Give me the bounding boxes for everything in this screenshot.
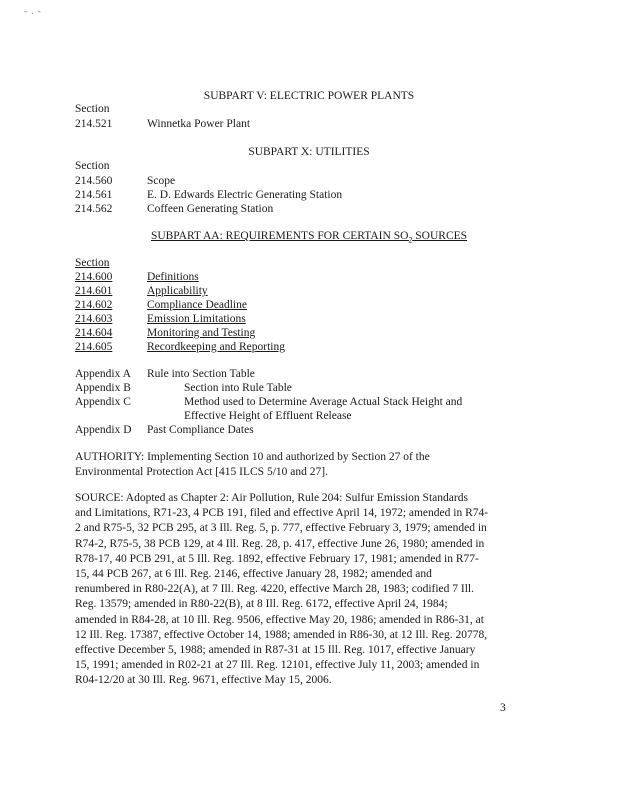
source-line: and Limitations, R71-23, 4 PCB 191, filed and effective April 14, 1972; amended in R74- — [75, 507, 489, 520]
section-title: Emission Limitations — [147, 313, 246, 325]
section-number: 214.562 — [75, 203, 113, 215]
subpart-v-section-label: Section — [75, 103, 110, 115]
section-number: 214.601 — [75, 285, 113, 297]
section-number: 214.604 — [75, 327, 113, 339]
subpart-aa-heading-text: SUBPART AA: REQUIREMENTS FOR CERTAIN SO — [150, 230, 409, 242]
section-title: Definitions — [147, 271, 199, 283]
subpart-aa-heading-subscript: 2 — [408, 235, 413, 245]
appendix-title: Method used to Determine Average Actual Stack Height and — [184, 396, 463, 408]
scan-corner-mark: - . - — [24, 6, 42, 16]
source-line: effective December 5, 1988; amended in R87-31 at 15 Ill. Reg. 1017, effective January — [75, 644, 476, 657]
section-number: 214.605 — [75, 341, 113, 353]
section-title: Winnetka Power Plant — [147, 118, 251, 130]
section-title: Applicability — [147, 285, 208, 297]
source-line: R74-2, R75-5, 38 PCB 129, at 4 Ill. Reg. 28, p. 417, effective June 26, 1980; amended in — [75, 537, 485, 550]
section-title: Coffeen Generating Station — [147, 203, 274, 215]
source-line: 15, 44 PCB 267, at 6 Ill. Reg. 2146, effective January 28, 1982; amended and — [75, 568, 432, 581]
subpart-x-heading: SUBPART X: UTILITIES — [248, 146, 370, 158]
section-title: Scope — [147, 175, 176, 187]
section-title: Monitoring and Testing — [147, 327, 256, 339]
source-line: renumbered in R80-22(A), at 7 Ill. Reg. 4220, effective March 28, 1983; codified 7 Ill. — [75, 583, 474, 596]
subpart-v-heading: SUBPART V: ELECTRIC POWER PLANTS — [203, 90, 415, 102]
source-line: SOURCE: Adopted as Chapter 2: Air Pollution, Rule 204: Sulfur Emission Standards — [75, 492, 468, 504]
appendix-title: Section into Rule Table — [184, 382, 292, 394]
subpart-aa-heading-suffix: SOURCES — [412, 230, 468, 242]
source-paragraph — [75, 491, 545, 689]
appendix-title-continued: Effective Height of Effluent Release — [184, 410, 352, 422]
source-line: Reg. 13579; amended in R80-22(B), at 8 Ill. Reg. 6172, effective April 24, 1984; — [75, 598, 448, 611]
source-line: R78-17, 40 PCB 291, at 5 Ill. Reg. 1892, effective February 17, 1981; amended in R77- — [75, 552, 479, 565]
appendix-label: Appendix C — [75, 396, 131, 408]
authority-line: Environmental Protection Act [415 ILCS 5/10 and 27]. — [75, 466, 328, 479]
section-number: 214.603 — [75, 313, 113, 325]
source-line: R04-12/20 at 30 Ill. Reg. 9671, effective May 15, 2006. — [75, 674, 332, 687]
section-number: 214.521 — [75, 118, 113, 130]
section-title: Compliance Deadline — [147, 299, 247, 311]
authority-line: AUTHORITY: Implementing Section 10 and authorized by Section 27 of the — [75, 451, 430, 463]
section-title: Recordkeeping and Reporting — [147, 341, 285, 353]
section-number: 214.602 — [75, 299, 113, 311]
appendix-title: Rule into Section Table — [147, 368, 255, 380]
subpart-aa-section-label: Section — [75, 257, 110, 269]
source-line: 12 Ill. Reg. 17387, effective October 14, 1988; amended in R86-30, at 12 Ill. Reg. 20778, — [75, 628, 488, 641]
source-line: 15, 1991; amended in R02-21 at 27 Ill. Reg. 12101, effective July 11, 2003; amended in — [75, 659, 480, 672]
authority-paragraph — [75, 450, 545, 480]
appendix-title: Past Compliance Dates — [147, 424, 254, 436]
subpart-aa-heading — [0, 230, 618, 244]
source-line: 2 and R75-5, 32 PCB 295, at 3 Ill. Reg. 5, p. 777, effective February 3, 1979; amended in — [75, 522, 487, 535]
appendix-label: Appendix B — [75, 382, 131, 394]
subpart-x-section-label: Section — [75, 160, 110, 172]
section-number: 214.560 — [75, 175, 113, 187]
section-title: E. D. Edwards Electric Generating Station — [147, 189, 343, 201]
page-number: 3 — [500, 702, 506, 714]
section-number: 214.561 — [75, 189, 113, 201]
appendix-label: Appendix A — [75, 368, 131, 380]
source-line: amended in R84-28, at 10 Ill. Reg. 9506, effective May 20, 1986; amended in R86-31, at — [75, 613, 484, 626]
section-number: 214.600 — [75, 271, 113, 283]
appendix-label: Appendix D — [75, 424, 132, 436]
